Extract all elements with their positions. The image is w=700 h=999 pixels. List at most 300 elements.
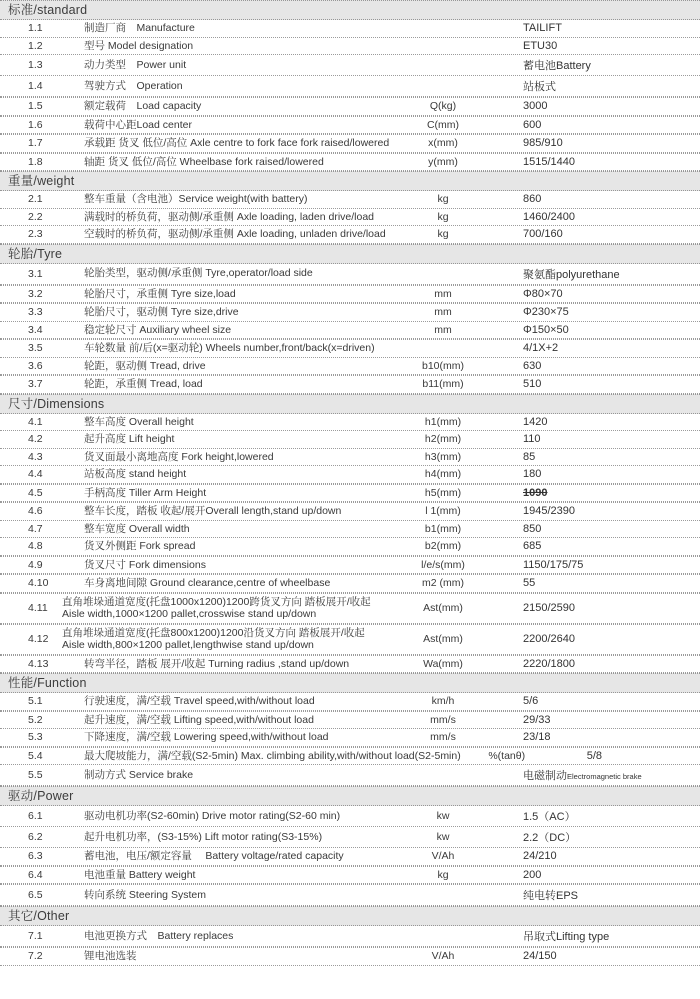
row-label-cn: 站板高度 stand height (84, 468, 187, 480)
row-value (523, 487, 700, 499)
spec-section (0, 786, 700, 906)
row-label-cn: 额定载荷 Load capacity (84, 100, 202, 112)
row-number: 4.4 (28, 468, 43, 481)
row-label-cn: 行驶速度，满/空载 Travel speed,with/without load (84, 695, 315, 707)
row-label-cn: 货叉外侧距 Fork spread (84, 540, 196, 552)
row-number: 4.6 (28, 505, 43, 518)
row-value (523, 156, 700, 168)
row-value-text: 2200/2640 (523, 633, 575, 645)
row-label-cn: 锂电池选装 (84, 950, 137, 962)
row-unit: mm (434, 323, 452, 336)
row-value (523, 928, 700, 944)
row-value (523, 100, 700, 112)
row-number: 2.3 (28, 228, 43, 241)
row-number: 4.5 (28, 486, 43, 499)
spec-section (0, 244, 700, 394)
spec-row (0, 414, 700, 432)
row-label-cn: 空载时的桥负荷，驱动侧/承重侧 Axle loading, unladen drive/load (84, 228, 386, 240)
row-value-text: 4/1X+2 (523, 342, 559, 355)
row-label (62, 324, 397, 337)
section-header: 尺寸/Dimensions (0, 394, 700, 414)
row-label (62, 487, 397, 500)
row-unit: h5(mm) (424, 486, 462, 499)
row-unit: mm/s (430, 731, 456, 744)
row-value-text: 510 (523, 378, 542, 391)
row-unit: %(tanθ) (488, 749, 526, 762)
row-value (523, 324, 700, 336)
spec-row (0, 538, 700, 556)
row-value (523, 433, 700, 445)
row-value (523, 40, 700, 52)
row-label (62, 433, 397, 446)
row-label (62, 658, 397, 671)
row-label (62, 137, 397, 150)
row-unit: kg (437, 228, 449, 241)
spec-row (0, 97, 700, 116)
row-label-cn: 最大爬坡能力，满/空载(S2-5min) Max. climbing ability,with/without load(S2-5min) (84, 749, 461, 762)
row-number: 6.4 (28, 868, 43, 881)
row-value-text: 24/150 (523, 950, 557, 963)
row-unit: kg (437, 193, 449, 206)
row-value-text: 700/160 (523, 228, 563, 241)
row-value (523, 850, 700, 862)
row-value-text: 电磁制动 (523, 770, 567, 782)
row-value (523, 228, 700, 240)
row-value (523, 887, 700, 903)
row-unit: kw (436, 831, 450, 843)
row-label-cn: 轮距，承重侧 Tread, load (84, 378, 203, 390)
row-unit: V/Ah (431, 850, 455, 863)
section-header: 驱动/Power (0, 786, 700, 806)
row-value (523, 577, 700, 589)
spec-row (0, 358, 700, 376)
row-value-text: 55 (523, 577, 536, 590)
row-label (62, 810, 397, 823)
row-label-cn: 整车高度 Overall height (84, 415, 194, 428)
row-label (62, 769, 397, 782)
row-label-cn: 蓄电池，电压/额定容量 Battery voltage/rated capacity (84, 850, 344, 862)
row-unit: mm (434, 287, 452, 300)
section-header: 重量/weight (0, 171, 700, 191)
row-label-cn: 电池重量 Battery weight (84, 868, 196, 881)
row-number: 5.1 (28, 695, 43, 708)
row-label (62, 22, 397, 35)
row-value (523, 829, 700, 845)
row-unit: l 1(mm) (425, 505, 461, 518)
spec-section (0, 171, 700, 244)
spec-row (0, 624, 700, 655)
spec-row (0, 806, 700, 827)
spec-row (0, 765, 700, 786)
row-unit: mm (434, 306, 452, 319)
spec-row (0, 827, 700, 848)
row-value (523, 119, 700, 131)
row-value-text: 吊取式Lifting type (523, 931, 610, 943)
row-label-cn: 轴距 货叉 低位/高位 Wheelbase fork raised/lowered (84, 155, 324, 168)
row-value-text: 1150/175/75 (523, 558, 584, 571)
row-label (62, 930, 397, 943)
row-label (62, 306, 397, 319)
row-value-text: 110 (523, 433, 541, 446)
row-value-text: 600 (523, 118, 542, 131)
row-value (523, 523, 700, 535)
spec-row (0, 866, 700, 885)
row-number: 4.11 (28, 602, 48, 614)
spec-section (0, 0, 700, 171)
section-header: 性能/Function (0, 673, 700, 693)
row-value (523, 342, 700, 354)
row-number: 3.3 (28, 306, 43, 319)
row-value (523, 360, 700, 372)
row-number: 7.1 (28, 930, 43, 942)
row-number: 6.1 (28, 810, 43, 822)
spec-row (0, 226, 700, 244)
row-number: 4.7 (28, 522, 43, 535)
row-label (62, 360, 397, 373)
row-value (523, 306, 700, 318)
row-value (523, 266, 700, 282)
row-value-text: Φ80×70 (523, 287, 563, 300)
row-number: 1.8 (28, 155, 43, 168)
row-number: 4.1 (28, 415, 43, 428)
row-number: 4.10 (28, 577, 49, 590)
spec-row (0, 322, 700, 340)
spec-section (0, 673, 700, 786)
row-label (62, 750, 461, 763)
row-number: 3.6 (28, 359, 43, 372)
row-unit: b1(mm) (424, 522, 462, 535)
row-value-text: 24/210 (523, 850, 557, 863)
row-value (523, 137, 700, 149)
row-label (62, 559, 397, 572)
row-value (523, 714, 700, 726)
row-label-cn: 起升电机功率，(S3-15%) Lift motor rating(S3-15%) (84, 830, 323, 843)
row-unit: km/h (431, 695, 455, 708)
row-value-text: Φ230×75 (523, 306, 569, 319)
row-unit: m2 (mm) (422, 577, 464, 590)
row-label-cn: 整车长度，踏板 收起/展开Overall length,stand up/down (84, 505, 342, 517)
row-label (62, 119, 397, 132)
spec-row (0, 466, 700, 484)
row-value (523, 695, 700, 707)
row-unit: kw (436, 810, 450, 822)
row-unit: V/Ah (431, 950, 455, 963)
row-label (62, 288, 397, 301)
row-label (62, 100, 397, 113)
row-label (62, 831, 397, 844)
spec-row (0, 209, 700, 227)
spec-row (0, 339, 700, 358)
row-label-cn: 起升速度，满/空载 Lifting speed,with/without load (84, 713, 314, 726)
row-label-cn: 电池更换方式 Battery replaces (84, 929, 234, 942)
spec-row (0, 729, 700, 747)
row-label-cn: 轮胎尺寸，承重侧 Tyre size,load (84, 287, 236, 300)
row-label-en: Aisle width,1000×1200 pallet,crosswise stand up/down (62, 608, 317, 620)
row-label-cn: 轮胎尺寸，驱动侧 Tyre size,drive (84, 306, 239, 318)
row-value-text: 200 (523, 868, 542, 881)
row-number: 2.2 (28, 210, 43, 223)
row-unit: x(mm) (428, 137, 458, 150)
row-unit: b10(mm) (421, 359, 464, 372)
spec-row (0, 484, 700, 503)
row-label (62, 378, 397, 391)
row-value-text: 985/910 (523, 137, 563, 150)
row-number: 3.5 (28, 342, 43, 355)
row-label (62, 80, 397, 93)
row-value-text: 站板式 (523, 81, 556, 93)
row-value-text: 860 (523, 193, 542, 206)
row-value-text: 685 (523, 540, 542, 553)
row-value-text: 1945/2390 (523, 505, 575, 518)
row-label-cn: 转弯半径，踏板 展开/收起 Turning radius ,stand up/down (84, 657, 350, 670)
row-unit: l/e/s(mm) (421, 558, 465, 571)
row-label (62, 451, 397, 464)
row-number: 1.4 (28, 80, 43, 92)
spec-row (0, 375, 700, 394)
row-value-text: 1090 (523, 486, 548, 499)
row-label-cn: 轮胎类型，驱动侧/承重侧 Tyre,operator/load side (84, 267, 313, 280)
row-number: 2.1 (28, 193, 43, 206)
row-value (523, 808, 700, 824)
row-unit: b11(mm) (422, 378, 464, 391)
row-number: 1.2 (28, 39, 43, 52)
spec-row (0, 55, 700, 76)
spec-row (0, 449, 700, 467)
row-number: 3.4 (28, 323, 43, 336)
row-label-cn: 整车重量（含电池）Service weight(with battery) (84, 193, 308, 205)
spec-section (0, 394, 700, 674)
row-value-text: 85 (523, 450, 536, 463)
row-number: 1.3 (28, 59, 43, 71)
row-value-text: 850 (523, 522, 542, 535)
row-number: 3.2 (28, 287, 43, 300)
row-label-cn: 驱动电机功率(S2-60min) Drive motor rating(S2-60 min) (84, 809, 341, 822)
row-number: 4.2 (28, 433, 43, 446)
spec-row (0, 116, 700, 135)
section-header: 标准/standard (0, 0, 700, 20)
row-label-cn: 制动方式 Service brake (84, 768, 194, 781)
row-label-cn: 承载距 货叉 低位/高位 Axle centre to fork face fork raised/lowered (84, 137, 390, 149)
section-header: 其它/Other (0, 906, 700, 926)
row-value (523, 78, 700, 94)
row-unit: kg (437, 210, 449, 223)
spec-row (0, 574, 700, 593)
spec-row (0, 134, 700, 153)
row-value (523, 211, 700, 223)
section-header: 轮胎/Tyre (0, 244, 700, 264)
row-label (62, 577, 397, 590)
row-label (62, 40, 397, 53)
row-label (62, 267, 397, 280)
spec-row (0, 848, 700, 866)
row-value-text: 1420 (523, 415, 548, 428)
row-value-text: 1.5（AC） (523, 811, 576, 823)
row-unit: h1(mm) (424, 415, 462, 428)
row-label-cn: 起升高度 Lift height (84, 433, 175, 445)
row-label-cn: 满载时的桥负荷，驱动侧/承重侧 Axle loading, laden drive/load (84, 210, 375, 223)
spec-row (0, 655, 700, 674)
row-value (523, 57, 700, 73)
spec-row (0, 884, 700, 906)
row-unit: Q(kg) (429, 100, 457, 113)
row-value (523, 540, 700, 552)
row-value (523, 416, 700, 428)
row-label-cn: 整车宽度 Overall width (84, 522, 190, 535)
row-label (62, 596, 397, 621)
row-unit: Ast(mm) (423, 633, 463, 645)
spec-row (0, 38, 700, 56)
row-value-text: 纯电转EPS (523, 890, 579, 902)
row-value (523, 378, 700, 390)
row-label-cn: 车身离地间隙 Ground clearance,centre of wheelbase (84, 577, 331, 589)
row-unit: C(mm) (426, 118, 460, 131)
row-value-text: 聚氨酯polyurethane (523, 268, 620, 281)
row-unit: kg (437, 868, 449, 881)
row-label (62, 950, 397, 963)
spec-row (0, 593, 700, 624)
row-label (62, 193, 397, 206)
row-number: 4.13 (28, 657, 49, 670)
row-value-note: Electromagnetic brake (567, 772, 642, 781)
row-label-cn: 手柄高度 Tiller Arm Height (84, 486, 207, 499)
row-value (523, 559, 700, 571)
row-number: 5.4 (28, 749, 43, 762)
row-value-text: 5/6 (523, 695, 539, 708)
spec-row (0, 153, 700, 172)
row-label-cn: 转向系统 Steering System (84, 888, 206, 901)
row-value-text: 蓄电池Battery (523, 60, 591, 72)
row-label-cn: 制造厂商 Manufacture (84, 22, 195, 34)
row-label-en: Aisle width,800×1200 pallet,lengthwise stand up/down (62, 639, 314, 651)
row-label (62, 416, 397, 429)
row-label-cn: 直角堆垛通道宽度(托盘1000x1200)1200跨货叉方向 踏板展开/收起 (62, 595, 371, 608)
row-label (62, 505, 397, 518)
row-unit: Wa(mm) (423, 657, 463, 670)
row-value-text: Φ150×50 (523, 323, 569, 336)
row-label-cn: 轮距，驱动侧 Tread, drive (84, 359, 206, 372)
row-number: 5.3 (28, 731, 43, 744)
row-unit: y(mm) (428, 155, 458, 168)
row-value (523, 193, 700, 205)
row-label (62, 869, 397, 882)
row-value-text: 2150/2590 (523, 602, 575, 614)
row-label (62, 889, 397, 902)
row-label (62, 695, 397, 708)
row-number: 1.6 (28, 118, 43, 131)
row-label (62, 523, 397, 536)
row-label (62, 228, 397, 241)
row-number: 7.2 (28, 950, 43, 963)
row-label (62, 59, 397, 72)
spec-row (0, 693, 700, 711)
row-value-text: 3000 (523, 100, 548, 113)
row-label-cn: 型号 Model designation (84, 39, 194, 52)
row-label (62, 714, 397, 727)
spec-row (0, 502, 700, 521)
row-value-text: 5/8 (586, 749, 603, 762)
row-number: 1.1 (28, 22, 43, 35)
row-label-cn: 稳定轮尺寸 Auxiliary wheel size (84, 323, 232, 336)
spec-row (0, 264, 700, 285)
row-number: 6.3 (28, 850, 43, 863)
row-unit: h2(mm) (424, 433, 462, 446)
spec-row (0, 747, 700, 766)
row-unit: b2(mm) (424, 540, 462, 553)
spec-row (0, 191, 700, 209)
row-number: 6.2 (28, 831, 43, 843)
row-label (62, 731, 397, 744)
row-value-text: ETU30 (523, 39, 558, 52)
row-label-cn: 下降速度，满/空载 Lowering speed,with/without load (84, 731, 329, 743)
row-label (62, 627, 397, 652)
row-unit: Ast(mm) (423, 602, 463, 614)
row-value-text: 630 (523, 359, 542, 372)
row-value-text: 2.2（DC） (523, 832, 577, 844)
row-number: 5.5 (28, 769, 43, 781)
spec-row (0, 521, 700, 539)
row-number: 3.1 (28, 267, 43, 280)
row-number: 6.5 (28, 889, 43, 901)
row-number: 4.9 (28, 558, 43, 571)
row-label-cn: 动力类型 Power unit (84, 58, 187, 71)
row-value (523, 950, 700, 962)
row-value (523, 288, 700, 300)
spec-row (0, 711, 700, 730)
row-number: 4.3 (28, 450, 43, 463)
row-value-text: 2220/1800 (523, 657, 575, 670)
row-value-text: 1460/2400 (523, 210, 575, 223)
row-number: 1.5 (28, 100, 43, 113)
row-value-text: 180 (523, 468, 542, 481)
row-number: 3.7 (28, 378, 43, 391)
row-value-text: TAILIFT (523, 22, 562, 35)
row-value (523, 869, 700, 881)
row-value-text: 23/18 (523, 731, 551, 744)
row-value (523, 767, 700, 783)
row-value (523, 633, 700, 645)
row-label (62, 156, 397, 169)
row-value (523, 731, 700, 743)
row-number: 5.2 (28, 713, 43, 726)
row-number: 4.8 (28, 540, 43, 553)
spec-section (0, 906, 700, 966)
spec-row (0, 947, 700, 966)
row-value (523, 505, 700, 517)
row-value-text: 1515/1440 (523, 155, 575, 168)
spec-row (0, 303, 700, 322)
row-label-cn: 车轮数量 前/后(x=驱动轮) Wheels number,front/back(x=driven) (84, 342, 375, 354)
spec-row (0, 926, 700, 947)
row-value-text: 29/33 (523, 713, 551, 726)
spec-row (0, 556, 700, 575)
spec-row (0, 76, 700, 97)
row-unit: mm/s (430, 713, 456, 726)
row-value (523, 602, 700, 614)
row-unit: h4(mm) (424, 468, 462, 481)
row-label (62, 540, 397, 553)
row-number: 4.12 (28, 633, 49, 645)
row-label (62, 211, 397, 224)
row-label (62, 468, 397, 481)
row-label-cn: 载荷中心距Load center (84, 118, 192, 131)
row-number: 1.7 (28, 137, 43, 150)
row-value (523, 468, 700, 480)
row-value (587, 750, 700, 762)
row-label-cn: 直角堆垛通道宽度(托盘800x1200)1200沿货叉方向 踏板展开/收起 (62, 626, 365, 639)
row-value (523, 658, 700, 670)
row-value (523, 451, 700, 463)
row-unit: h3(mm) (424, 450, 462, 463)
